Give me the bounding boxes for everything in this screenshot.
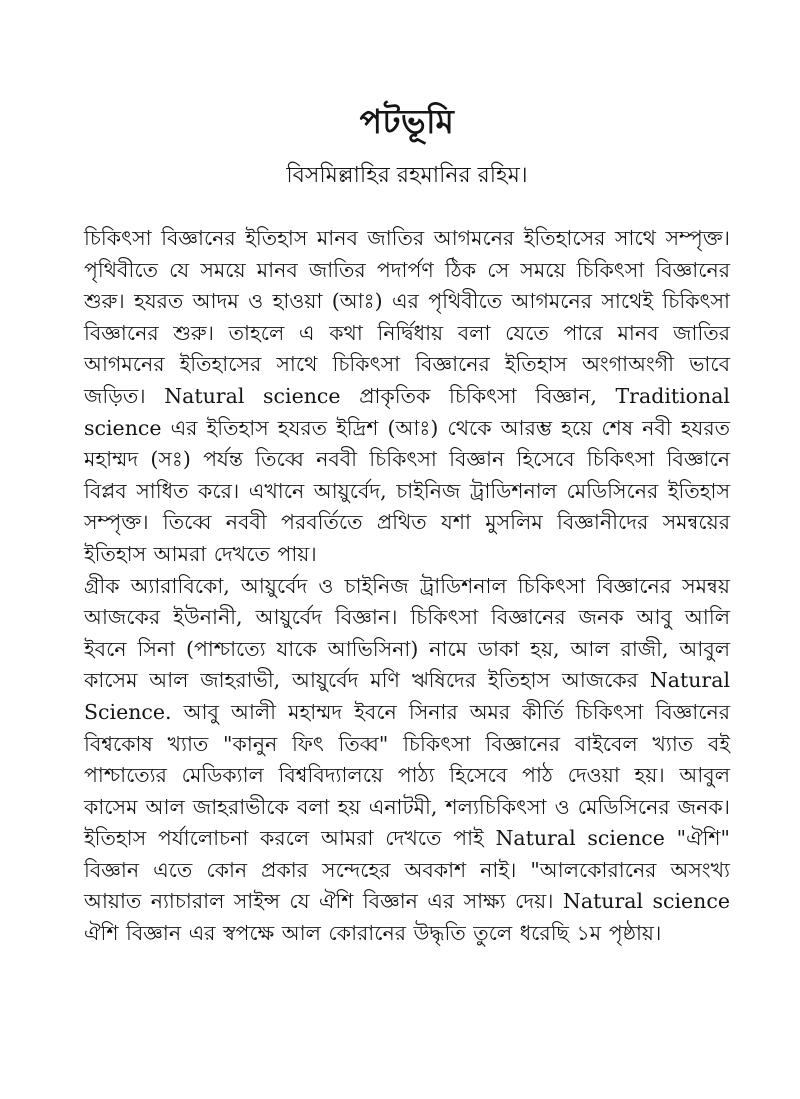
bismillah-subtitle: বিসমিল্লাহির রহমানির রহিম। — [286, 163, 528, 188]
body-paragraph-2: গ্রীক অ্যারাবিকো, আয়ুর্বেদ ও চাইনিজ ট্রাডিশনাল চিকিৎসা বিজ্ঞানের সমন্বয় আজকের ইউনানী, আয়ুর্বেদ বিজ্ঞান। চিকিৎসা বিজ্ঞানের জনক আবু আলি ইবনে সিনা (পাশ্চাত্যে যাকে আভিসিনা) নামে ডাকা হয়, আল রাজী, আবুল কাসেম আল জাহরাভী, আয়ুর্বেদ মণি ঋষিদের ইতিহাস আজকের Natural Science. আবু আলী মহাম্মদ ইবনে সিনার অমর কীর্তি চিকিৎসা বিজ্ঞানের বিশ্বকোষ খ্যাত "কানুন ফিৎ তিব্ব" চিকিৎসা বিজ্ঞানের বাইবেল খ্যাত বই পাশ্চাত্যের মেডিক্যাল বিশ্ববিদ্যালয়ে পাঠ্য হিসেবে পাঠ দেওয়া হয়। আবুল কাসেম আল জাহরাভীকে বলা হয় এনাটমী, শল্যচিকিৎসা ও মেডিসিনের জনক। ইতিহাস পর্যালোচনা করলে আমরা দেখতে পাই Natural science "ঐশি" বিজ্ঞান এতে কোন প্রকার সন্দেহের অবকাশ নাই। "আলকোরানের অসংখ্য আয়াত ন্যাচারাল সাইন্স যে ঐশি বিজ্ঞান এর সাক্ষ্য দেয়। Natural science ঐশি বিজ্ঞান এর স্বপক্ষে আল কোরানের উদ্ধৃতি তুলে ধরেছি ১ম পৃষ্ঠায়। — [84, 573, 730, 946]
body-paragraph-1: চিকিৎসা বিজ্ঞানের ইতিহাস মানব জাতির আগমনের ইতিহাসের সাথে সম্পৃক্ত। পৃথিবীতে যে সময়ে মানব জাতির পদার্পণ ঠিক সে সময়ে চিকিৎসা বিজ্ঞানের শুরু। হযরত আদম ও হাওয়া (আঃ) এর পৃথিবীতে আগমনের সাথেই চিকিৎসা বিজ্ঞানের শুরু। তাহলে এ কথা নির্দ্বিধায় বলা যেতে পারে মানব জাতির আগমনের ইতিহাসের সাথে চিকিৎসা বিজ্ঞানের ইতিহাস অংগাঅংগী ভাবে জড়িত। Natural science প্রাকৃতিক চিকিৎসা বিজ্ঞান, Traditional science এর ইতিহাস হযরত ইদ্রিশ (আঃ) থেকে আরম্ভ হয়ে শেষ নবী হযরত মহাম্মদ (সঃ) পর্যন্ত তিব্বে নববী চিকিৎসা বিজ্ঞান হিসেবে চিকিৎসা বিজ্ঞানে বিপ্লব সাধিত করে। এখানে আয়ুর্বেদ, চাইনিজ ট্রাডিশনাল মেডিসিনের ইতিহাস সম্পৃক্ত। তিব্বে নববী পরবর্তিতে প্রথিত যশা মুসলিম বিজ্ঞানীদের সমন্বয়ের ইতিহাস আমরা দেখতে পায়। — [84, 226, 730, 566]
page-title: পটভূমি — [359, 102, 455, 141]
